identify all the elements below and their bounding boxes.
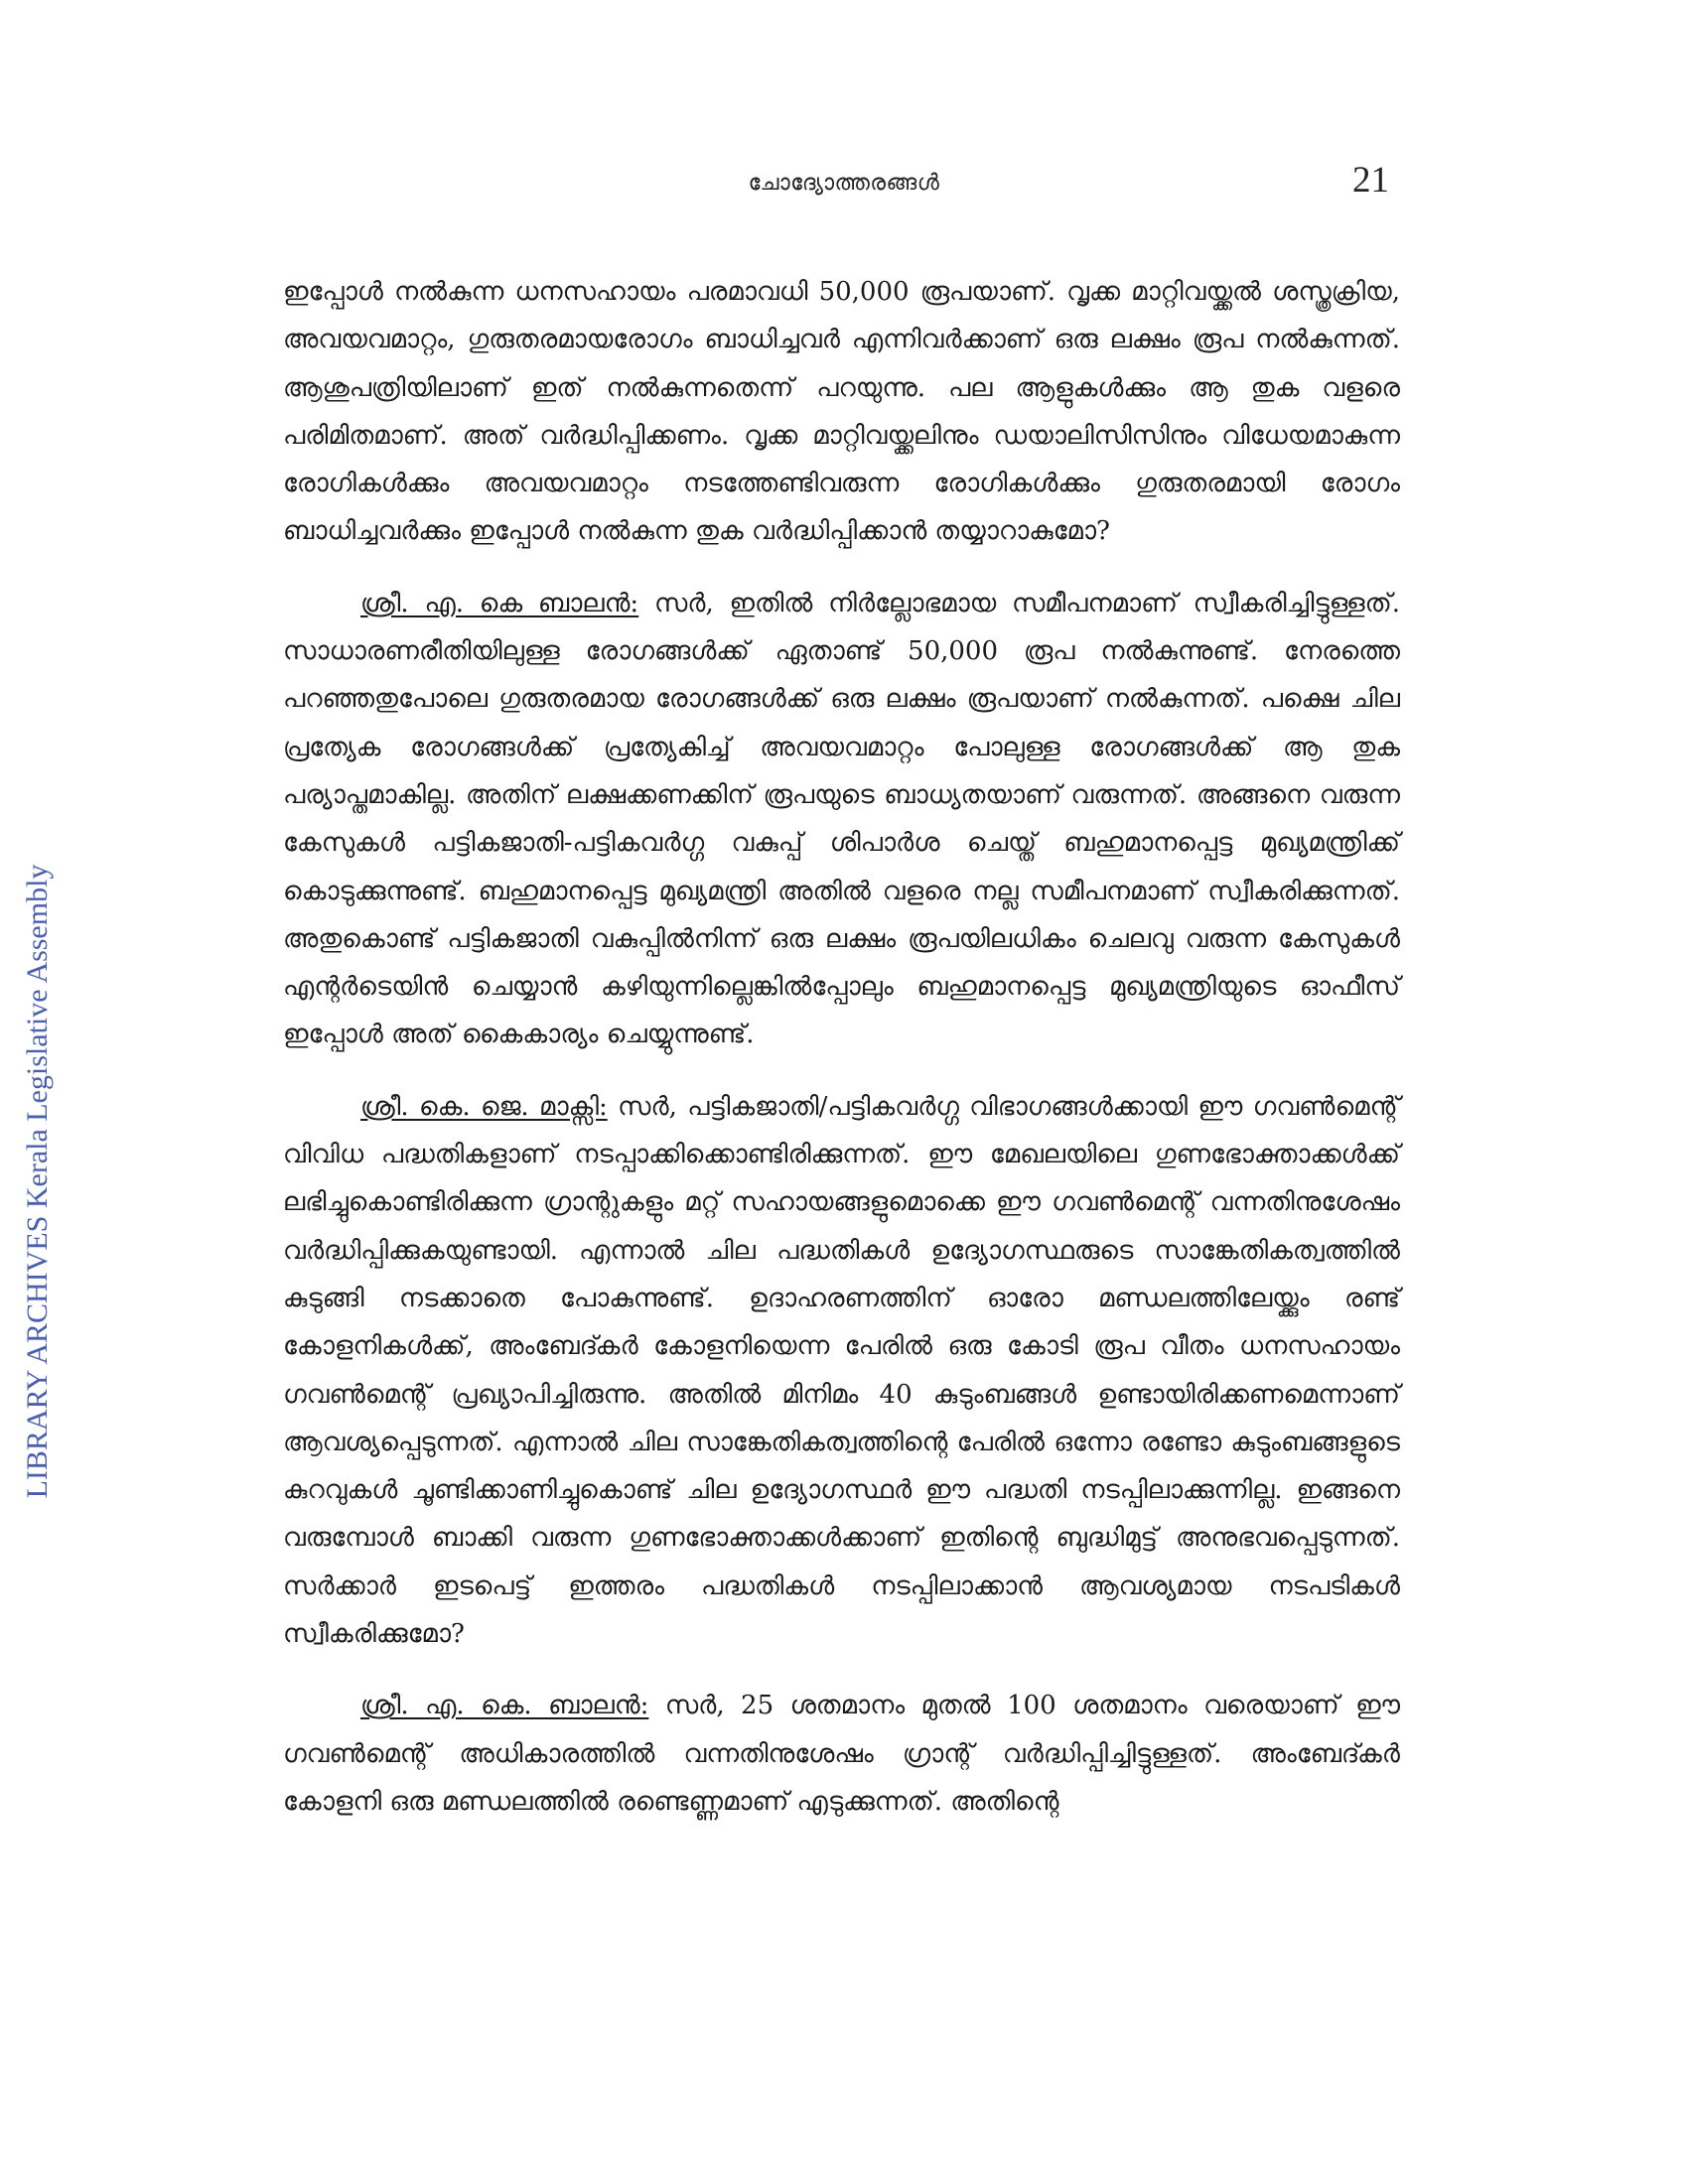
speaker-name: ശ്രീ. കെ. ജെ. മാക്സി:	[360, 1091, 608, 1122]
paragraph-text: സർ, പട്ടികജാതി/പട്ടികവർഗ്ഗ വിഭാഗങ്ങൾക്കായി ഈ ഗവൺമെന്റ് വിവിധ പദ്ധതികളാണ് നടപ്പാക്കിക്കൊണ്ടിരിക്കുന്നത്. ഈ മേഖലയിലെ ഗുണഭോക്താക്കൾക്ക് ലഭിച്ചുകൊണ്ടിരിക്കുന്ന ഗ്രാന്റുകളും മറ്റ് സഹായങ്ങളുമൊക്കെ ഈ ഗവൺമെന്റ് വന്നതിനുശേഷം വർദ്ധിപ്പിക്കുകയുണ്ടായി. എന്നാൽ ചില പദ്ധതികൾ ഉദ്യോഗസ്ഥരുടെ സാങ്കേതികത്വത്തിൽ കുടുങ്ങി നടക്കാതെ പോകുന്നുണ്ട്. ഉദാഹരണത്തിന് ഓരോ മണ്ഡലത്തിലേയ്ക്കും രണ്ട് കോളനികൾക്ക്, അംബേദ്കർ കോളനിയെന്ന പേരിൽ ഒരു കോടി രൂപ വീതം ധനസഹായം ഗവൺമെന്റ് പ്രഖ്യാപിച്ചിരുന്നു. അതിൽ മിനിമം 40 കുടുംബങ്ങൾ ഉണ്ടായിരിക്കണമെന്നാണ് ആവശ്യപ്പെടുന്നത്. എന്നാൽ ചില സാങ്കേതികത്വത്തിന്റെ പേരിൽ ഒന്നോ രണ്ടോ കുടുംബങ്ങളുടെ കുറവുകൾ ചൂണ്ടിക്കാണിച്ചുകൊണ്ട് ചില ഉദ്യോഗസ്ഥർ ഈ പദ്ധതി നടപ്പിലാക്കുന്നില്ല. ഇങ്ങനെ വരുമ്പോൾ ബാക്കി വരുന്ന ഗുണഭോക്താക്കൾക്കാണ് ഇതിന്റെ ബുദ്ധിമുട്ട് അനുഭവപ്പെടുന്നത്. സർക്കാർ ഇടപെട്ട് ഇത്തരം പദ്ധതികൾ നടപ്പിലാക്കാൻ ആവശ്യമായ നടപടികൾ സ്വീകരിക്കുമോ?	[283, 1091, 1400, 1650]
paragraph-text: ഇപ്പോൾ നൽകുന്ന ധനസഹായം പരമാവധി 50,000 രൂപയാണ്. വൃക്ക മാറ്റിവയ്ക്കൽ ശസ്ത്രക്രിയ, അവയവമാറ്റം, ഗുരുതരമായരോഗം ബാധിച്ചവർ എന്നിവർക്കാണ് ഒരു ലക്ഷം രൂപ നൽകുന്നത്. ആശുപത്രിയിലാണ് ഇത് നൽകുന്നതെന്ന് പറയുന്നു. പല ആളുകൾക്കും ആ തുക വളരെ പരിമിതമാണ്. അത് വർദ്ധിപ്പിക്കണം. വൃക്ക മാറ്റിവയ്ക്കലിനും ഡയാലിസിസിനും വിധേയമാകുന്ന രോഗികൾക്കും അവയവമാറ്റം നടത്തേണ്ടിവരുന്ന രോഗികൾക്കും ഗുരുതരമായി രോഗം ബാധിച്ചവർക്കും ഇപ്പോൾ നൽകുന്ന തുക വർദ്ധിപ്പിക്കാൻ തയ്യാറാകുമോ?	[283, 277, 1400, 547]
paragraph-question-continued	[283, 268, 1400, 556]
paragraph-text: സർ, 25 ശതമാനം മുതൽ 100 ശതമാനം വരെയാണ് ഈ ഗവൺമെന്റ് അധികാരത്തിൽ വന്നതിനുശേഷം ഗ്രാന്റ് വർദ്ധിപ്പിച്ചിട്ടുള്ളത്. അംബേദ്കർ കോളനി ഒരു മണ്ഡലത്തിൽ രണ്ടെണ്ണമാണ് എടുക്കുന്നത്. അതിന്റെ	[283, 1691, 1401, 1817]
page-number: 21	[1352, 160, 1389, 201]
speaker-name: ശ്രീ. എ. കെ. ബാലൻ:	[360, 1691, 649, 1721]
speaker-name: ശ്രീ. എ. കെ ബാലൻ:	[360, 588, 639, 618]
paragraph-answer-balan-2	[283, 1682, 1400, 1826]
paragraph-question-maxi	[283, 1083, 1400, 1659]
document-body	[283, 268, 1400, 1849]
paragraph-text: സർ, ഇതിൽ നിർല്ലോഭമായ സമീപനമാണ് സ്വീകരിച്ചിട്ടുള്ളത്. സാധാരണരീതിയിലുള്ള രോഗങ്ങൾക്ക് ഏതാണ്ട് 50,000 രൂപ നൽകുന്നുണ്ട്. നേരത്തെ പറഞ്ഞതുപോലെ ഗുരുതരമായ രോഗങ്ങൾക്ക് ഒരു ലക്ഷം രൂപയാണ് നൽകുന്നത്. പക്ഷെ ചില പ്രത്യേക രോഗങ്ങൾക്ക് പ്രത്യേകിച്ച് അവയവമാറ്റം പോലുള്ള രോഗങ്ങൾക്ക് ആ തുക പര്യാപ്തമാകില്ല. അതിന് ലക്ഷക്കണക്കിന് രൂപയുടെ ബാധ്യതയാണ് വരുന്നത്. അങ്ങനെ വരുന്ന കേസുകൾ പട്ടികജാതി-പട്ടികവർഗ്ഗ വകുപ്പ് ശിപാർശ ചെയ്ത് ബഹുമാനപ്പെട്ട മുഖ്യമന്ത്രിക്ക് കൊടുക്കുന്നുണ്ട്. ബഹുമാനപ്പെട്ട മുഖ്യമന്ത്രി അതിൽ വളരെ നല്ല സമീപനമാണ് സ്വീകരിക്കുന്നത്. അതുകൊണ്ട് പട്ടികജാതി വകുപ്പിൽനിന്ന് ഒരു ലക്ഷം രൂപയിലധികം ചെലവു വരുന്ന കേസുകൾ എന്റർടെയിൻ ചെയ്യാൻ കഴിയുന്നില്ലെങ്കിൽപ്പോലും ബഹുമാനപ്പെട്ട മുഖ്യമന്ത്രിയുടെ ഓഫീസ് ഇപ്പോൾ അത് കൈകാര്യം ചെയ്യുന്നുണ്ട്.	[283, 588, 1400, 1050]
library-archives-watermark: LIBRARY ARCHIVES Kerala Legislative Assembly	[21, 864, 54, 1499]
paragraph-answer-balan	[283, 580, 1400, 1059]
running-title: ചോദ്യോത്തരങ്ങൾ	[748, 171, 940, 196]
